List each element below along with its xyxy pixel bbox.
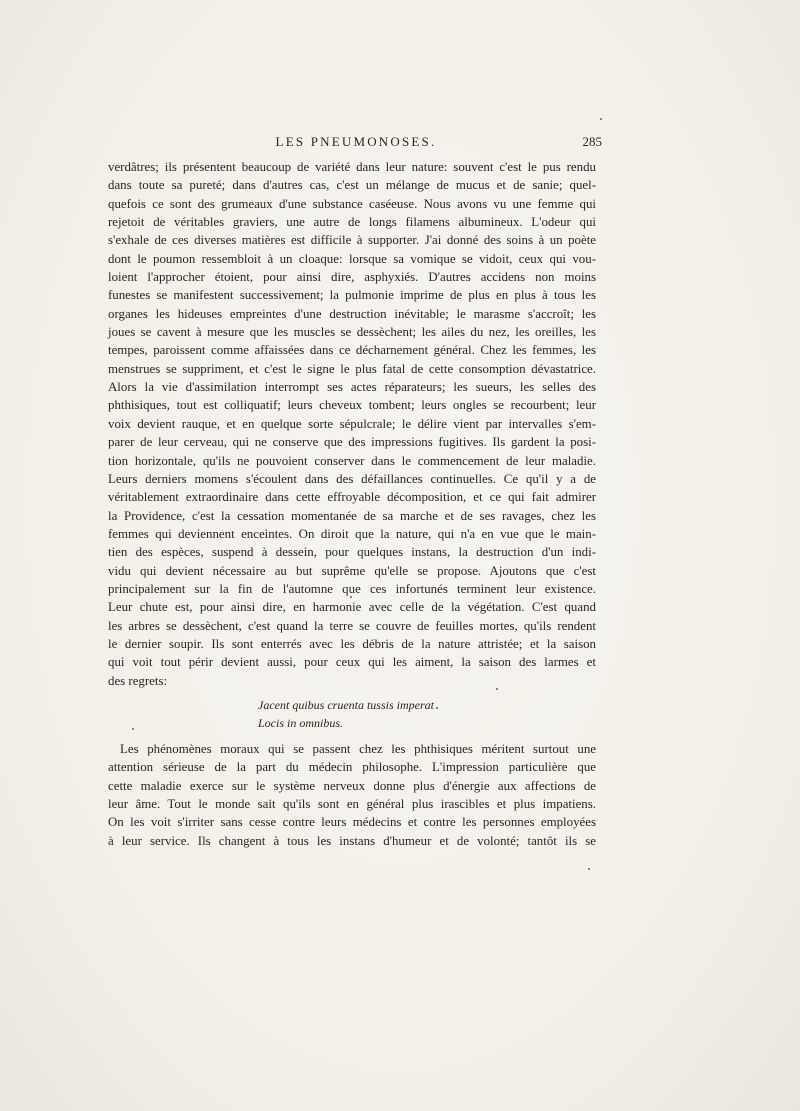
text-line: dont le poumon ressembloit à un cloaque: lorsque sa vomique se vidoit, ceux qui vou-	[108, 251, 596, 266]
text-line: tion horizontale, qu'ils ne pouvoient conserver dans le commencement de leur maladie.	[108, 453, 596, 468]
text-line: les arbres se dessèchent, c'est quand la terre se couvre de feuilles mortes, qu'ils rendent	[108, 618, 596, 633]
text-line: tien des espèces, suspend à dessein, pour quelques instans, la destruction d'un indi-	[108, 545, 596, 560]
text-line: tempes, paroissent comme affaissées dans ce décharnement général. Chez les femmes, les	[108, 343, 596, 358]
text-line: On les voit s'irriter sans cesse contre leurs médecins et contre les personnes employées	[108, 815, 596, 830]
text-line: Leurs derniers momens s'écoulent dans des défaillances continuelles. Ce qu'il y a de	[108, 471, 596, 486]
text-line: principalement sur la fin de l'automne que ces infortunés terminent leur existence.	[108, 581, 596, 596]
text-line: quefois ce sont des grumeaux d'une substance caséeuse. Nous avons vu une femme qui	[108, 196, 596, 211]
paragraph-2	[108, 740, 596, 850]
quote-line: Jacent quibus cruenta tussis imperat	[258, 697, 434, 712]
text-line: cette maladie exerce sur le système nerveux donne plus d'énergie aux affections de	[108, 778, 596, 793]
text-line: qui voit tout périr devient aussi, pour ceux qui les aiment, la saison des larmes et	[108, 655, 596, 670]
text-line: joues se cavent à mesure que les muscles se dessèchent; les ailes du nez, les oreilles, les	[108, 325, 596, 340]
text-line: Les phénomènes moraux qui se passent chez les phthisiques méritent surtout une	[120, 741, 596, 756]
text-line: Leur chute est, pour ainsi dire, en harmonie avec celle de la végétation. C'est quand	[108, 600, 596, 615]
text-line: phthisiques, tout est colliquatif; leurs cheveux tombent; leurs ongles se recourbent; leur	[108, 398, 596, 413]
page-header	[108, 134, 602, 154]
body-text	[108, 158, 596, 850]
text-line: loient l'approcher étoient, pour ainsi dire, asphyxiés. D'autres accidens non moins	[108, 270, 596, 285]
page-number: 285	[582, 134, 602, 149]
text-line: à leur service. Ils changent à tous les instans d'humeur et de volonté; tantôt ils se	[108, 833, 596, 848]
running-title: LES PNEUMONOSES.	[275, 134, 437, 149]
text-line: organes les hideuses empreintes d'une destruction inévitable; le marasme s'accroît; les	[108, 306, 596, 321]
text-line: verdâtres; ils présentent beaucoup de variété dans leur nature: souvent c'est le pus rendu	[108, 160, 596, 174]
quote-line: Locis in omnibus.	[258, 715, 344, 730]
text-line: funestes se manifestent successivement; la pulmonie imprime de plus en plus à tous les	[108, 288, 596, 303]
text-line: véritablement extraordinaire dans cette effroyable décomposition, et ce qui fait admirer	[108, 490, 596, 505]
text-line: parer de leur cerveau, qui ne conserve que des impressions fugitives. Ils gardent la posi-	[108, 435, 596, 450]
text-line: des regrets:	[108, 673, 168, 688]
text-line: leur âme. Tout le monde sait qu'ils sont en général plus irascibles et plus impatiens.	[108, 797, 596, 811]
text-line: dans toute sa pureté; dans d'autres cas, c'est un mélange de mucus et de sanie; quel-	[108, 178, 596, 193]
text-line: le dernier soupir. Ils sont enterrés avec les débris de la nature attristée; et la saison	[108, 636, 596, 651]
text-line: vidu qui devient nécessaire au but suprême qu'elle se propose. Ajoutons que c'est	[108, 563, 596, 578]
paragraph-1	[108, 158, 596, 690]
text-line: s'exhale de ces diverses matières est difficile à supporter. J'ai donné des soins à un poète	[108, 233, 596, 248]
text-line: voix devient rauque, et en quelque sorte sépulcrale; le délire vient par intervalles s'em-	[108, 416, 596, 431]
text-line: la Providence, c'est la cessation momentanée de sa marche et de ses ravages, chez les	[108, 508, 596, 523]
text-line: attention sérieuse de la part du médecin philosophe. L'impression particulière que	[108, 760, 596, 775]
text-line: menstrues se suppriment, et c'est le signe le plus fatal de cette consomption dévastatrice.	[108, 361, 596, 376]
text-line: rejetoit de véritables graviers, une autre de longs filamens albumineux. L'odeur qui	[108, 215, 596, 230]
text-line: femmes qui deviennent enceintes. On diroit que la nature, qui n'a en vue que le main-	[108, 526, 596, 541]
latin-quotation	[108, 696, 596, 732]
text-line: Alors la vie d'assimilation interrompt ses actes réparateurs; les sueurs, les selles des	[108, 380, 596, 395]
